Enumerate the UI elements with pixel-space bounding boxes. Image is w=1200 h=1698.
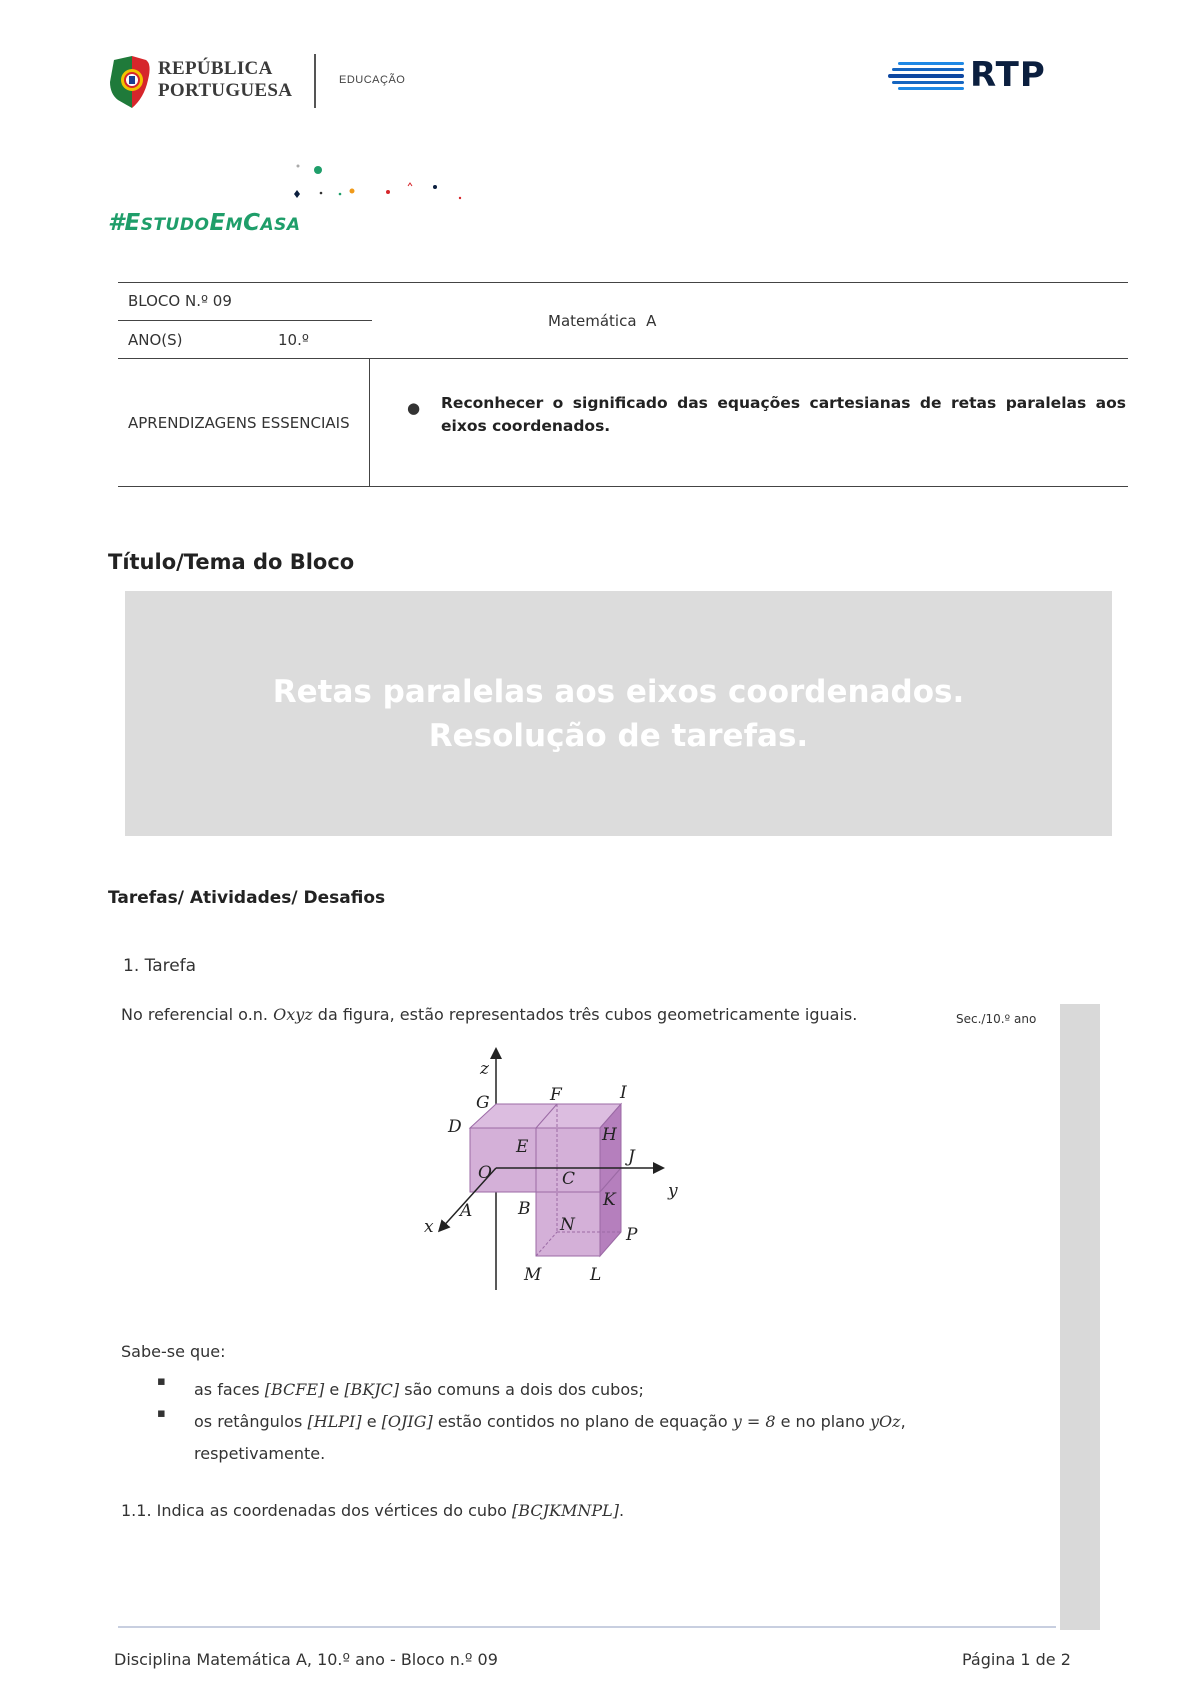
- tasks-title: Tarefas/ Atividades/ Desafios: [108, 888, 386, 908]
- year-label: ANO(S): [128, 331, 183, 349]
- three-cubes-figure: [410, 1040, 680, 1300]
- label-x: x: [424, 1217, 434, 1237]
- known-facts-intro: Sabe-se que:: [121, 1342, 226, 1361]
- label-y: y: [668, 1181, 678, 1201]
- ministry-label: EDUCAÇÃO: [339, 74, 406, 86]
- table-row-divider: [118, 320, 372, 321]
- label-N: N: [560, 1215, 575, 1235]
- page-number: Página 1 de 2: [962, 1650, 1071, 1669]
- source-note: Sec./10.º ano: [956, 1012, 1037, 1026]
- bullet-icon: ▪: [157, 1406, 166, 1421]
- label-z: z: [480, 1059, 489, 1079]
- republica-line: REPÚBLICA: [158, 58, 273, 79]
- objective-bullet-icon: ●: [407, 399, 421, 417]
- table-top-border: [118, 282, 1128, 283]
- logo-divider: [314, 54, 316, 108]
- rtp-wordmark: RTP: [970, 55, 1046, 95]
- question-1-1: 1.1. Indica as coordenadas dos vértices do cubo [BCJKMNPL].: [121, 1501, 625, 1520]
- label-G: G: [476, 1093, 490, 1113]
- label-J: J: [628, 1147, 635, 1167]
- theme-line-1: Retas paralelas aos eixos coordenados.: [272, 673, 965, 710]
- table-bottom-border: [118, 486, 1128, 487]
- label-K: K: [603, 1190, 616, 1210]
- block-number-label: BLOCO N.º 09: [128, 292, 232, 310]
- task-intro: No referencial o.n. Oxyz da figura, estão representados três cubos geometricamente iguais.: [121, 1005, 858, 1024]
- table-column-divider: [369, 358, 370, 486]
- label-H: H: [602, 1125, 617, 1145]
- footer-divider: [118, 1626, 1056, 1628]
- republica-portuguesa-text: [158, 58, 292, 102]
- block-info-table: [118, 282, 1128, 488]
- confetti-dots-icon: [108, 150, 528, 210]
- rtp-stripes-icon: [888, 58, 968, 98]
- label-P: P: [626, 1225, 638, 1245]
- label-D: D: [448, 1117, 462, 1137]
- portuguesa-line: PORTUGUESA: [158, 80, 293, 101]
- label-I: I: [620, 1083, 627, 1103]
- republica-portuguesa-logo: [108, 52, 408, 110]
- subject-label: Matemática A: [548, 312, 657, 330]
- label-E: E: [516, 1137, 529, 1157]
- side-margin-bar: [1060, 1004, 1100, 1630]
- section-title: Título/Tema do Bloco: [108, 550, 355, 574]
- label-A: A: [460, 1201, 473, 1221]
- essential-learning-label: APRENDIZAGENS ESSENCIAIS: [128, 414, 350, 432]
- label-B: B: [518, 1199, 531, 1219]
- portugal-emblem-icon: [108, 54, 152, 110]
- label-C: C: [562, 1169, 576, 1189]
- label-L: L: [590, 1265, 602, 1285]
- label-F: F: [550, 1085, 562, 1105]
- label-O: O: [478, 1163, 492, 1183]
- table-middle-border: [118, 358, 1128, 359]
- learning-objective: Reconhecer o significado das equações cartesianas de retas paralelas aos eixos coordenados.: [441, 394, 1126, 435]
- theme-box: [125, 591, 1112, 836]
- top-face: [470, 1104, 621, 1128]
- bullet-icon: ▪: [157, 1374, 166, 1389]
- estudo-em-casa-hashtag: #ESTUDOEMCASA: [108, 210, 301, 236]
- header-logos: [108, 52, 1068, 112]
- label-M: M: [524, 1265, 542, 1285]
- footer-course-info: Disciplina Matemática A, 10.º ano - Bloco n.º 09: [114, 1650, 498, 1669]
- rtp-logo: [888, 55, 1068, 98]
- year-value: 10.º: [278, 331, 309, 349]
- task-label: 1. Tarefa: [123, 956, 197, 976]
- theme-line-2: Resolução de tarefas.: [428, 717, 809, 754]
- estudo-em-casa-logo: [108, 150, 528, 240]
